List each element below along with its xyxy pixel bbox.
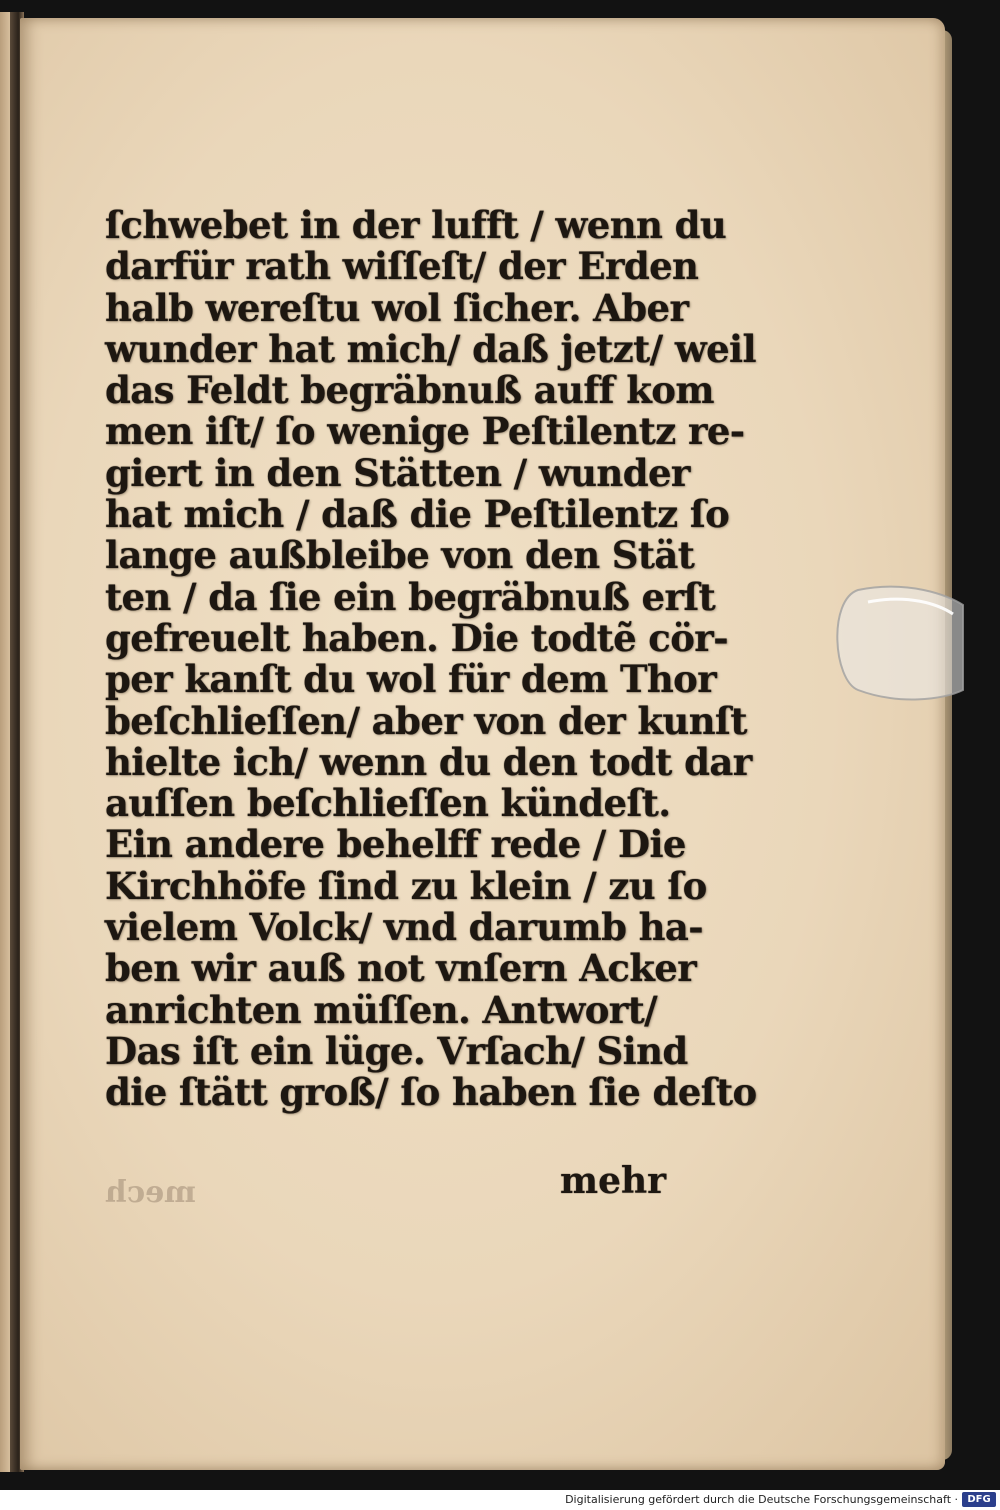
text-line: halb wereſtu wol ſicher. Aber — [105, 285, 689, 330]
text-line: per kanſt du wol für dem Thor — [105, 657, 717, 702]
text-line: ſchwebet in der lufft / wenn du — [105, 203, 727, 247]
text-line: vielem Volck/ vnd darumb ha- — [105, 905, 704, 950]
text-line: gefreuelt haben. Die todtẽ cör- — [105, 615, 728, 660]
funding-credit: Digitalisierung gefördert durch die Deutsche Forschungsgemeinschaft · — [565, 1493, 958, 1506]
page-clip-icon — [828, 580, 968, 700]
text-line: die ſtätt groß/ ſo haben ſie deſto — [105, 1070, 757, 1115]
text-line: lange außbleibe von den Stät — [105, 533, 695, 578]
text-line: hielte ich/ wenn du den todt dar — [105, 739, 752, 784]
page-text-block — [105, 203, 757, 1115]
text-line: auſſen beſchlieſſen kündeſt. — [105, 781, 671, 826]
text-line: anrichten müſſen. Antwort/ — [105, 987, 658, 1032]
text-line: men iſt/ ſo wenige Peſtilentz re- — [105, 409, 745, 454]
footer-bar — [0, 1490, 1000, 1510]
catchword: mehr — [560, 1160, 667, 1202]
text-line: ten / da ſie ein begräbnuß erſt — [105, 574, 716, 619]
text-line: beſchlieſſen/ aber von der kunſt — [105, 698, 747, 743]
text-line: das Feldt begräbnuß auff kom — [105, 368, 714, 413]
text-line: Kirchhöfe ſind zu klein / zu ſo — [105, 863, 707, 908]
text-line: Das iſt ein lüge. Vrſach/ Sind — [105, 1028, 688, 1073]
text-line: wunder hat mich/ daß jetzt/ weil — [105, 326, 756, 371]
text-line: giert in den Stätten / wunder — [105, 450, 690, 495]
text-line: ben wir auß not vnſern Acker — [105, 946, 697, 991]
dfg-logo: DFG — [962, 1492, 996, 1507]
show-through-text: mech — [105, 1175, 196, 1210]
text-line: hat mich / daß die Peſtilentz ſo — [105, 492, 730, 537]
text-line: Ein andere behelff rede / Die — [105, 822, 686, 867]
text-line: darfür rath wiſſeſt/ der Erden — [105, 244, 699, 289]
